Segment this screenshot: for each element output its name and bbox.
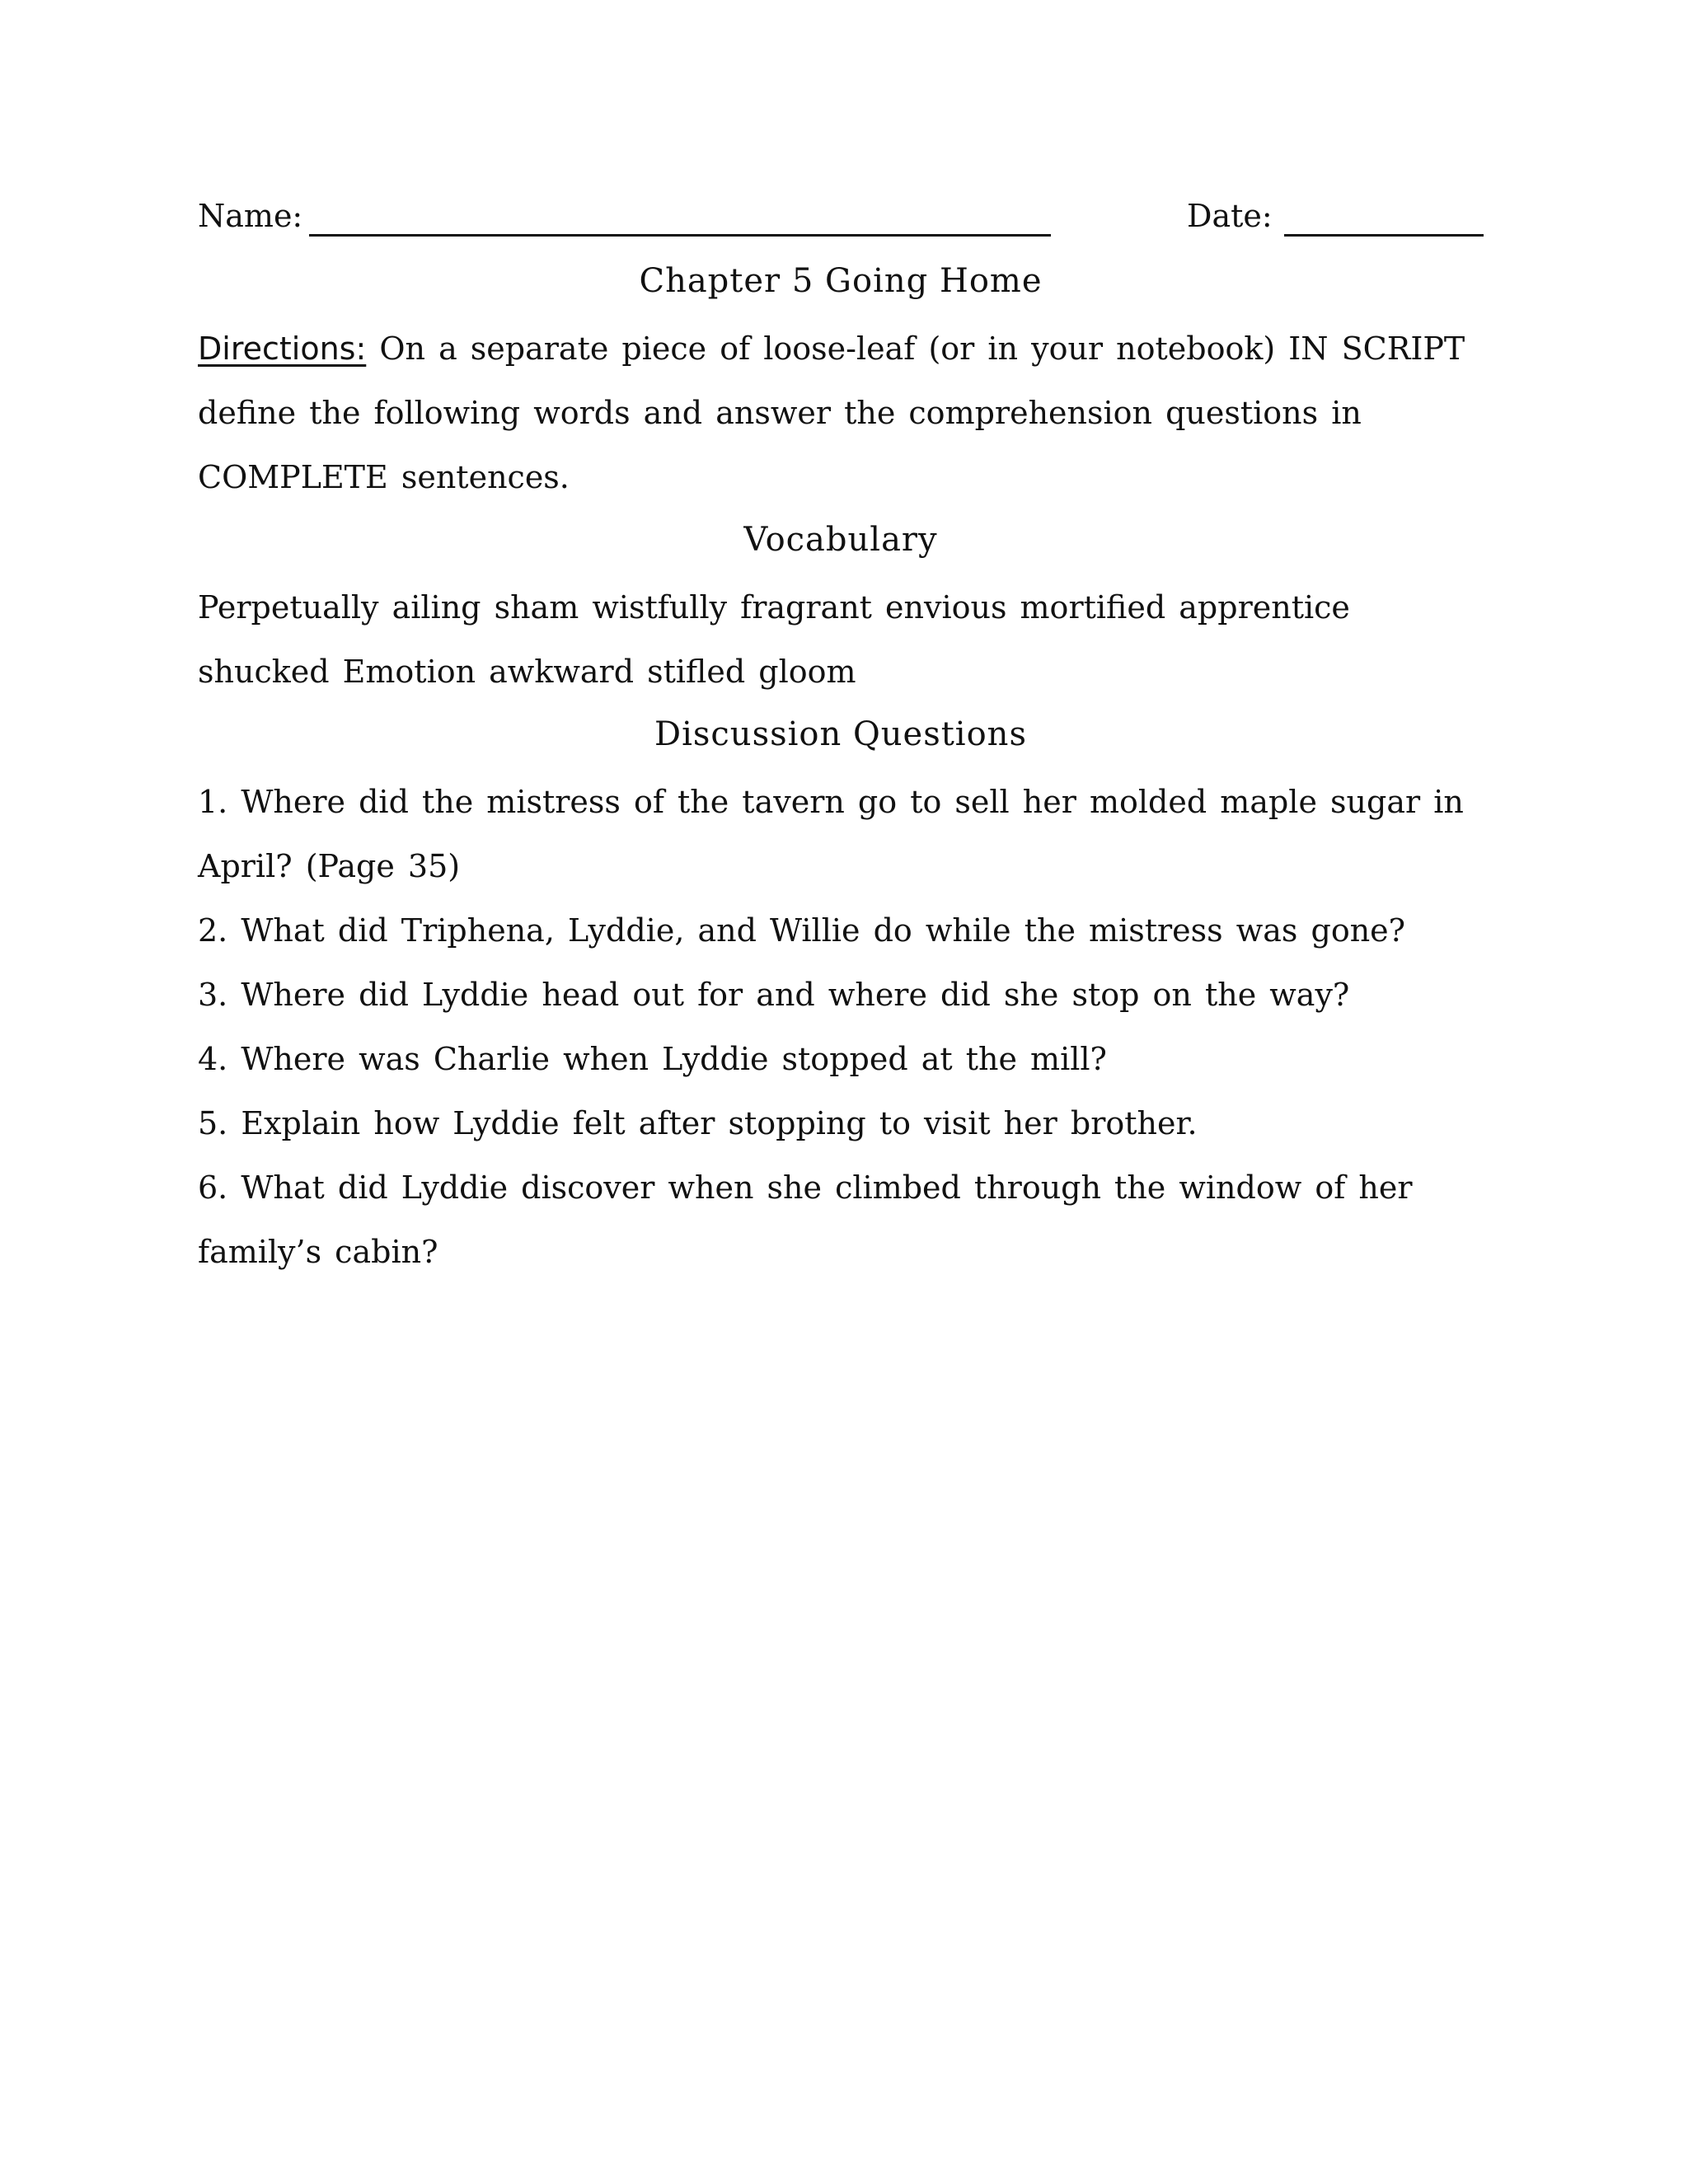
question-item: 1. Where did the mistress of the tavern go to sell her molded maple sugar in April? (Page 35) [198, 784, 1464, 884]
vocabulary-heading: Vocabulary [743, 521, 938, 559]
question-item: 2. What did Triphena, Lyddie, and Willie do while the mistress was gone? [198, 912, 1406, 949]
name-blank-line[interactable] [309, 234, 1051, 237]
question-item: 6. What did Lyddie discover when she climbed through the window of her family’s cabin? [198, 1169, 1413, 1270]
header-row [198, 198, 1484, 247]
vocabulary-words: Perpetually ailing sham wistfully fragrant envious mortified apprentice shucked Emotion awkward stifled gloom [198, 589, 1350, 690]
question-item: 3. Where did Lyddie head out for and where did she stop on the way? [198, 977, 1350, 1013]
date-label: Date: [1187, 198, 1273, 234]
question-item: 5. Explain how Lyddie felt after stopping to visit her brother. [198, 1105, 1198, 1141]
page-title: Chapter 5 Going Home [639, 262, 1043, 300]
discussion-heading: Discussion Questions [654, 715, 1027, 753]
directions-paragraph [198, 316, 1484, 509]
question-item: 4. Where was Charlie when Lyddie stopped at the mill? [198, 1041, 1107, 1077]
name-label: Name: [198, 198, 303, 234]
directions-label: Directions: [198, 330, 367, 367]
date-blank-line[interactable] [1284, 234, 1484, 237]
directions-text: On a separate piece of loose-leaf (or in your notebook) IN SCRIPT define the following words and answer the comprehension questions in COMPLETE sentences. [198, 330, 1465, 495]
